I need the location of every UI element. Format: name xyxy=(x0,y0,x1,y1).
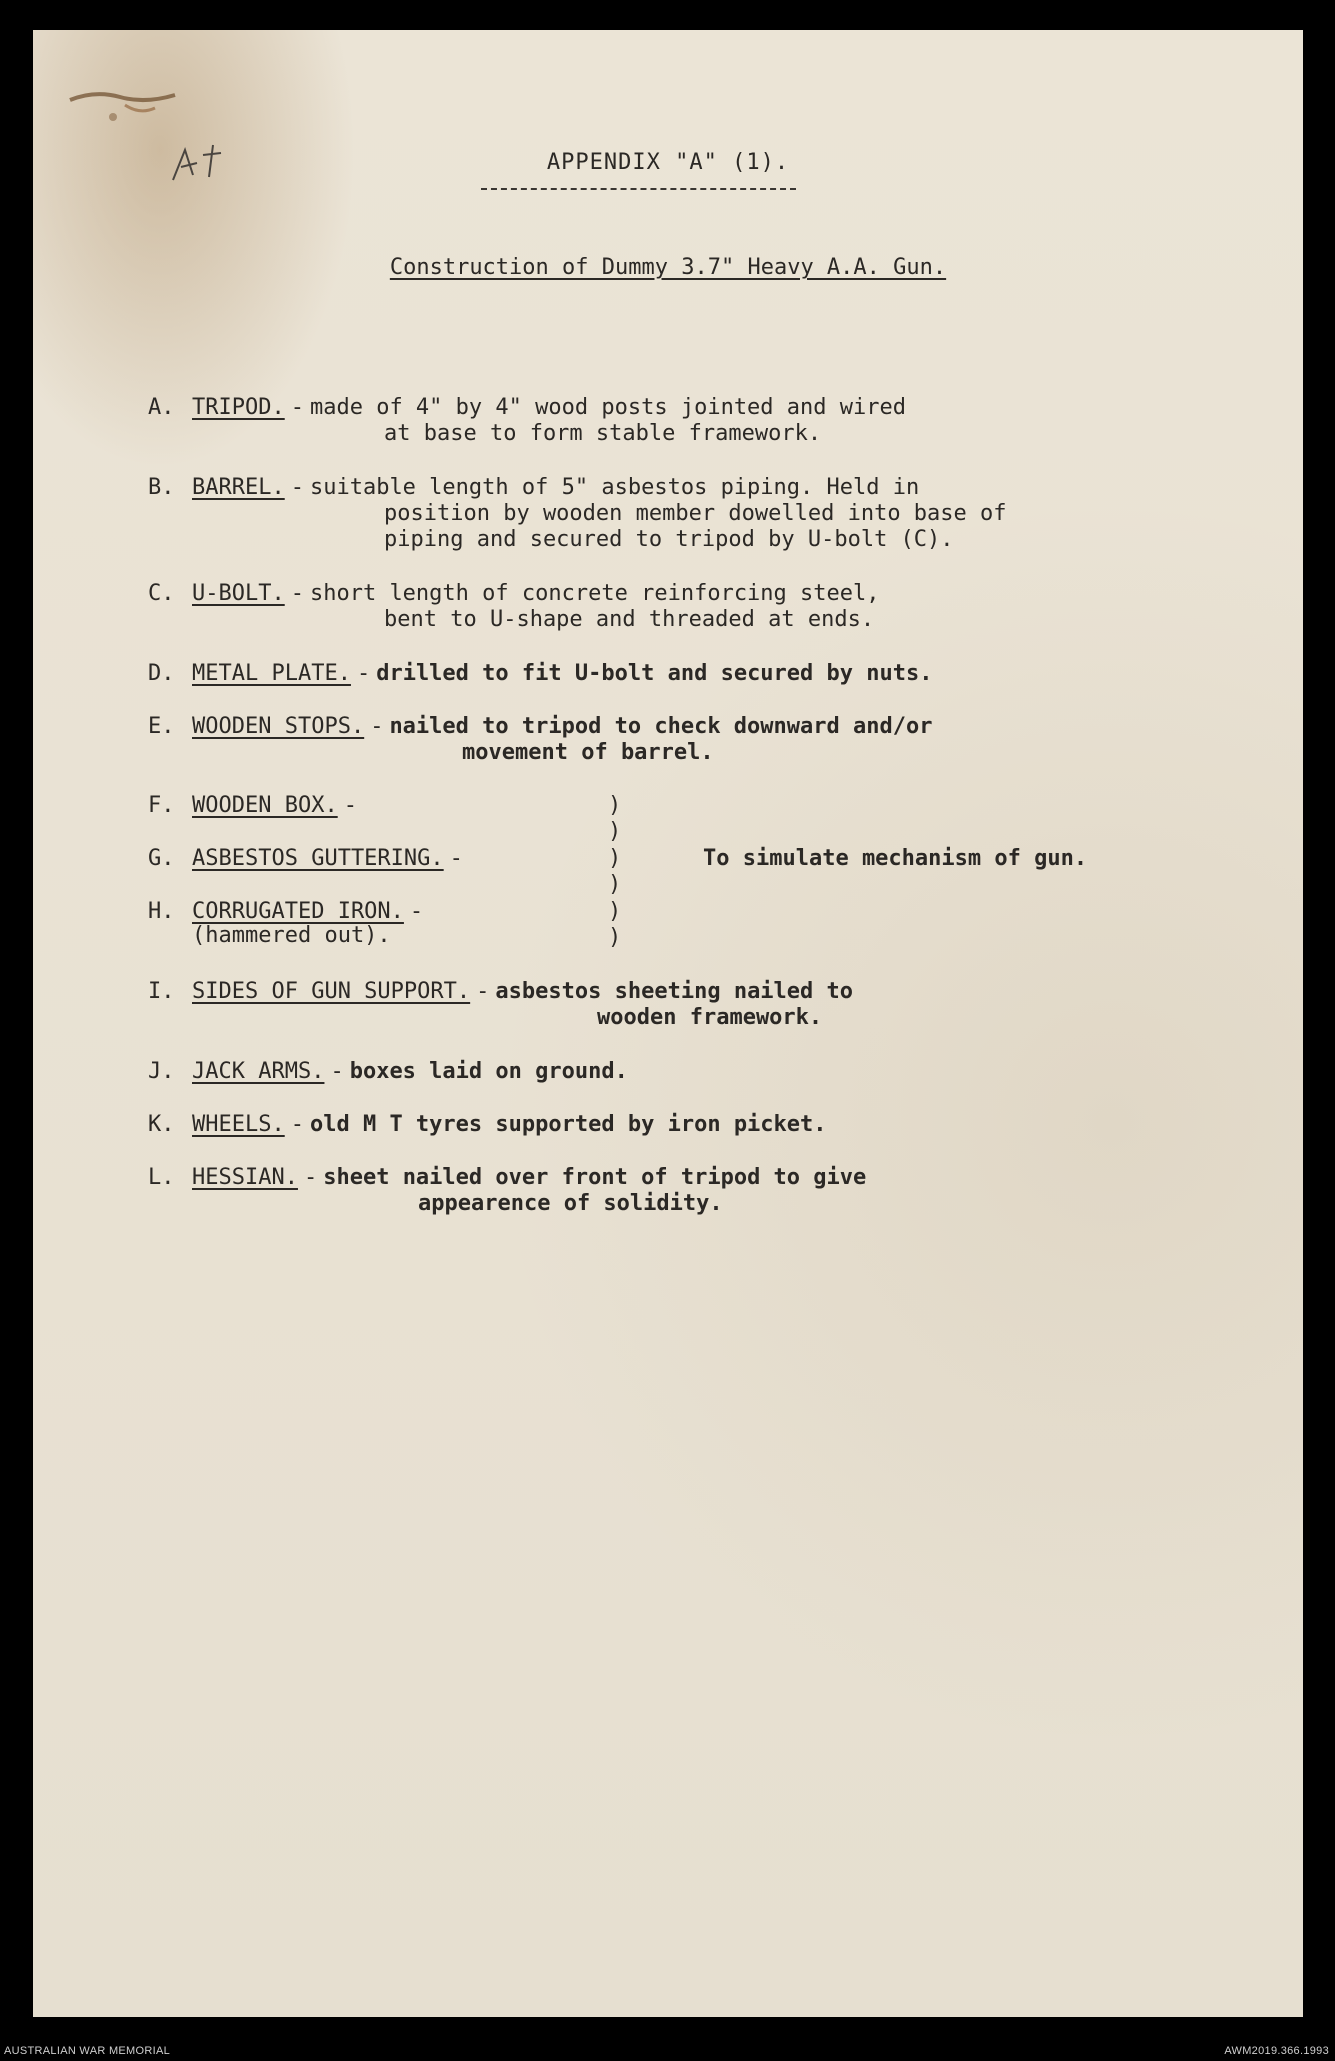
item-dash: - xyxy=(290,395,304,420)
list-item-k xyxy=(148,1112,827,1138)
item-label: ASBESTOS GUTTERING. xyxy=(192,846,444,871)
item-letter: C. xyxy=(148,581,175,606)
bracket: ) xyxy=(608,899,622,924)
rust-stain xyxy=(65,75,185,135)
item-dash: - xyxy=(370,714,384,739)
item-desc-line: at base to form stable framework. xyxy=(384,421,822,446)
item-letter: E. xyxy=(148,714,175,739)
item-label: WOODEN BOX. xyxy=(192,793,338,818)
item-dash: - xyxy=(303,1165,318,1190)
item-dash: - xyxy=(449,846,463,871)
item-label: SIDES OF GUN SUPPORT. xyxy=(192,979,471,1004)
list-item-j xyxy=(148,1059,628,1085)
item-dash: - xyxy=(409,899,424,924)
item-desc-line: nailed to tripod to check downward and/or xyxy=(389,714,933,739)
item-desc-line: piping and secured to tripod by U-bolt (C). xyxy=(384,527,954,552)
list-item-i xyxy=(148,979,853,1005)
item-desc-line: appearence of solidity. xyxy=(418,1191,723,1216)
item-dash: - xyxy=(290,1112,304,1137)
list-item-e xyxy=(148,714,933,740)
item-label: JACK ARMS. xyxy=(192,1059,325,1084)
list-item-f xyxy=(148,793,363,819)
item-desc-line: movement of barrel. xyxy=(462,740,714,765)
appendix-heading: APPENDIX "A" (1). xyxy=(546,150,790,175)
list-item-l xyxy=(148,1165,866,1191)
item-letter: J. xyxy=(148,1059,175,1084)
item-letter: F. xyxy=(148,793,175,818)
item-desc-line: sheet nailed over front of tripod to give xyxy=(323,1165,867,1190)
item-dash: - xyxy=(343,793,357,818)
item-letter: K. xyxy=(148,1112,175,1137)
item-desc-line: wooden framework. xyxy=(597,1005,823,1030)
list-item-a xyxy=(148,395,906,421)
document-title: Construction of Dummy 3.7" Heavy A.A. Gun. xyxy=(389,255,947,280)
item-letter: B. xyxy=(148,475,175,500)
item-label: CORRUGATED IRON. xyxy=(192,899,404,924)
item-sublabel: (hammered out). xyxy=(192,923,391,948)
item-dash: - xyxy=(476,979,490,1004)
list-item-h xyxy=(148,899,429,925)
item-desc-line: short length of concrete reinforcing steel, xyxy=(309,581,880,606)
bracket: ) xyxy=(608,925,622,950)
item-dash: - xyxy=(356,661,371,686)
item-label: WHEELS. xyxy=(192,1112,285,1137)
item-letter: A. xyxy=(148,395,175,420)
list-item-c xyxy=(148,581,880,607)
item-desc-line: asbestos sheeting nailed to xyxy=(495,979,854,1004)
group-note: To simulate mechanism of gun. xyxy=(703,846,1088,871)
item-label: WOODEN STOPS. xyxy=(192,714,365,739)
list-item-g xyxy=(148,846,469,872)
item-letter: I. xyxy=(148,979,175,1004)
item-label: U-BOLT. xyxy=(192,581,285,606)
item-desc-line: old M T tyres supported by iron picket. xyxy=(309,1112,827,1137)
list-item-d xyxy=(148,661,933,687)
list-item-b xyxy=(148,475,919,501)
item-letter: D. xyxy=(148,661,175,686)
item-letter: H. xyxy=(148,899,175,924)
item-desc-line: made of 4" by 4" wood posts jointed and wired xyxy=(309,395,906,420)
item-label: HESSIAN. xyxy=(192,1165,298,1190)
item-dash: - xyxy=(290,581,304,606)
item-letter: G. xyxy=(148,846,175,871)
item-label: BARREL. xyxy=(192,475,285,500)
reference-number: AWM2019.366.1993 xyxy=(1224,2045,1329,2057)
bracket: ) xyxy=(608,846,622,871)
heading-underline xyxy=(481,188,796,190)
item-letter: L. xyxy=(148,1165,175,1190)
item-label: METAL PLATE. xyxy=(192,661,351,686)
bracket: ) xyxy=(608,793,622,818)
item-label: TRIPOD. xyxy=(192,395,285,420)
document-page xyxy=(33,30,1303,2017)
item-dash: - xyxy=(290,475,304,500)
institution-credit: AUSTRALIAN WAR MEMORIAL xyxy=(4,2045,171,2057)
bracket: ) xyxy=(608,819,622,844)
item-desc-line: suitable length of 5" asbestos piping. Held in xyxy=(309,475,920,500)
item-desc-line: position by wooden member dowelled into base of xyxy=(384,501,1007,526)
item-desc-line: drilled to fit U-bolt and secured by nuts. xyxy=(376,661,933,686)
bracket: ) xyxy=(608,872,622,897)
item-desc-line: boxes laid on ground. xyxy=(349,1059,628,1084)
item-desc-line: bent to U-shape and threaded at ends. xyxy=(384,607,875,632)
item-dash: - xyxy=(330,1059,344,1084)
